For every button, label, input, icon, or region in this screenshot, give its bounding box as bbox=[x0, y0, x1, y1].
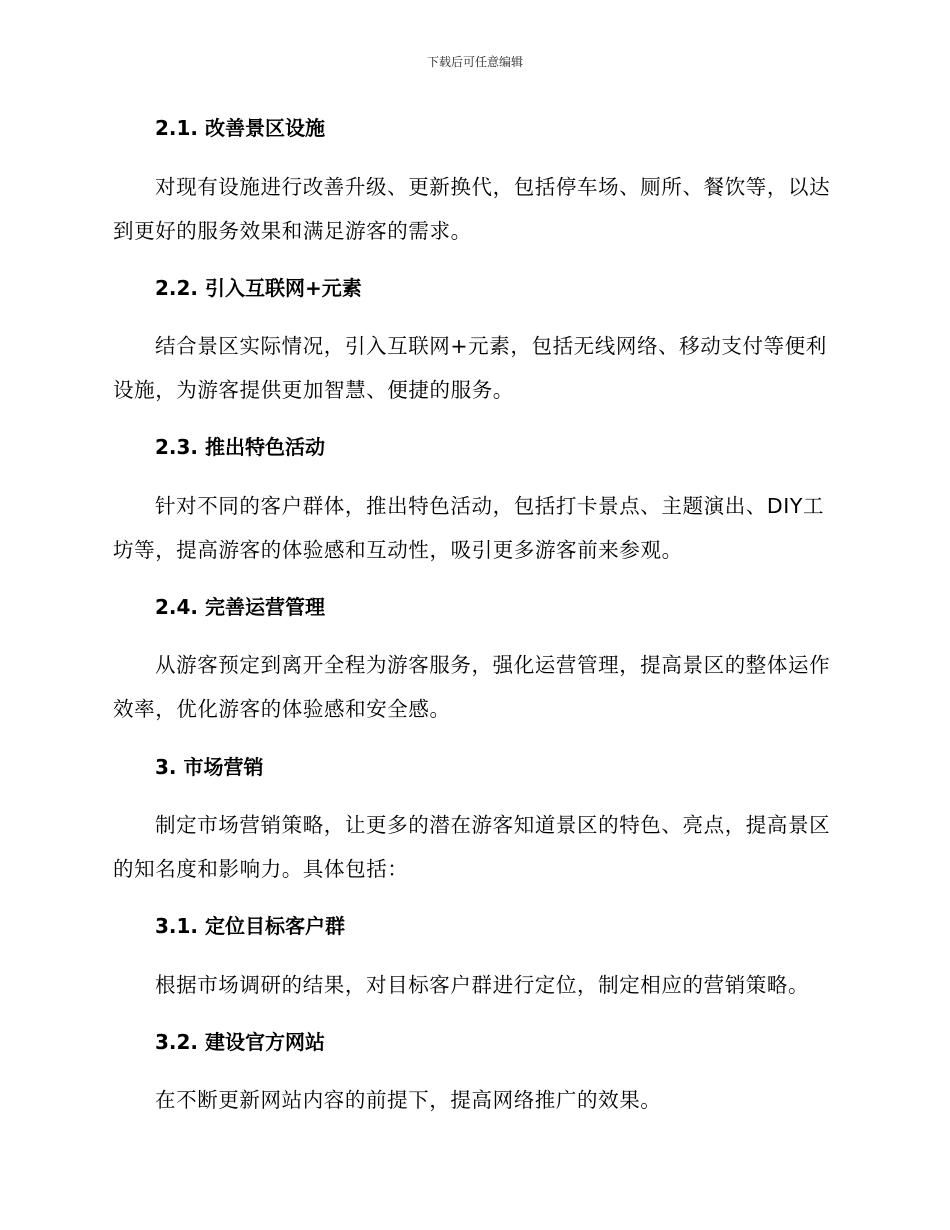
paragraph: 制定市场营销策略，让更多的潜在游客知道景区的特色、亮点，提高景区的知名度和影响力。具体包括： bbox=[113, 813, 831, 881]
section-heading-2-3 bbox=[113, 433, 833, 461]
paragraph: 针对不同的客户群体，推出特色活动，包括打卡景点、主题演出、DIY工坊等，提高游客的体验感和互动性，吸引更多游客前来参观。 bbox=[113, 494, 825, 562]
section-heading-3 bbox=[113, 753, 833, 781]
section-body-2-4 bbox=[113, 643, 833, 731]
section-heading-2-2 bbox=[113, 274, 833, 302]
paragraph: 结合景区实际情况，引入互联网+元素，包括无线网络、移动支付等便利设施，为游客提供更加智慧、便捷的服务。 bbox=[113, 334, 827, 402]
heading-text: 3. 市场营销 bbox=[155, 755, 264, 779]
paragraph: 在不断更新网站内容的前提下，提高网络推广的效果。 bbox=[155, 1088, 662, 1112]
section-heading-3-1 bbox=[113, 912, 833, 940]
heading-text: 2.3. 推出特色活动 bbox=[155, 435, 325, 459]
heading-text: 3.1. 定位目标客户群 bbox=[155, 914, 345, 938]
heading-text: 2.4. 完善运营管理 bbox=[155, 595, 325, 619]
section-heading-3-2 bbox=[113, 1028, 833, 1056]
section-body-2-3 bbox=[113, 484, 833, 572]
heading-text: 2.1. 改善景区设施 bbox=[155, 116, 325, 140]
section-body-3 bbox=[113, 803, 833, 891]
section-heading-2-4 bbox=[113, 593, 833, 621]
paragraph: 从游客预定到离开全程为游客服务，强化运营管理，提高景区的整体运作效率，优化游客的体验感和安全感。 bbox=[113, 653, 831, 721]
section-heading-2-1 bbox=[113, 114, 833, 142]
section-body-3-2 bbox=[113, 1078, 833, 1122]
paragraph: 对现有设施进行改善升级、更新换代，包括停车场、厕所、餐饮等，以达到更好的服务效果和满足游客的需求。 bbox=[113, 175, 831, 243]
section-body-3-1 bbox=[113, 963, 833, 1007]
section-body-2-1 bbox=[113, 165, 833, 253]
paragraph: 根据市场调研的结果，对目标客户群进行定位，制定相应的营销策略。 bbox=[155, 973, 810, 997]
section-body-2-2 bbox=[113, 324, 833, 412]
heading-text: 2.2. 引入互联网+元素 bbox=[155, 276, 362, 300]
page-header: 下载后可任意编辑 bbox=[426, 55, 523, 69]
heading-text: 3.2. 建设官方网站 bbox=[155, 1030, 325, 1054]
